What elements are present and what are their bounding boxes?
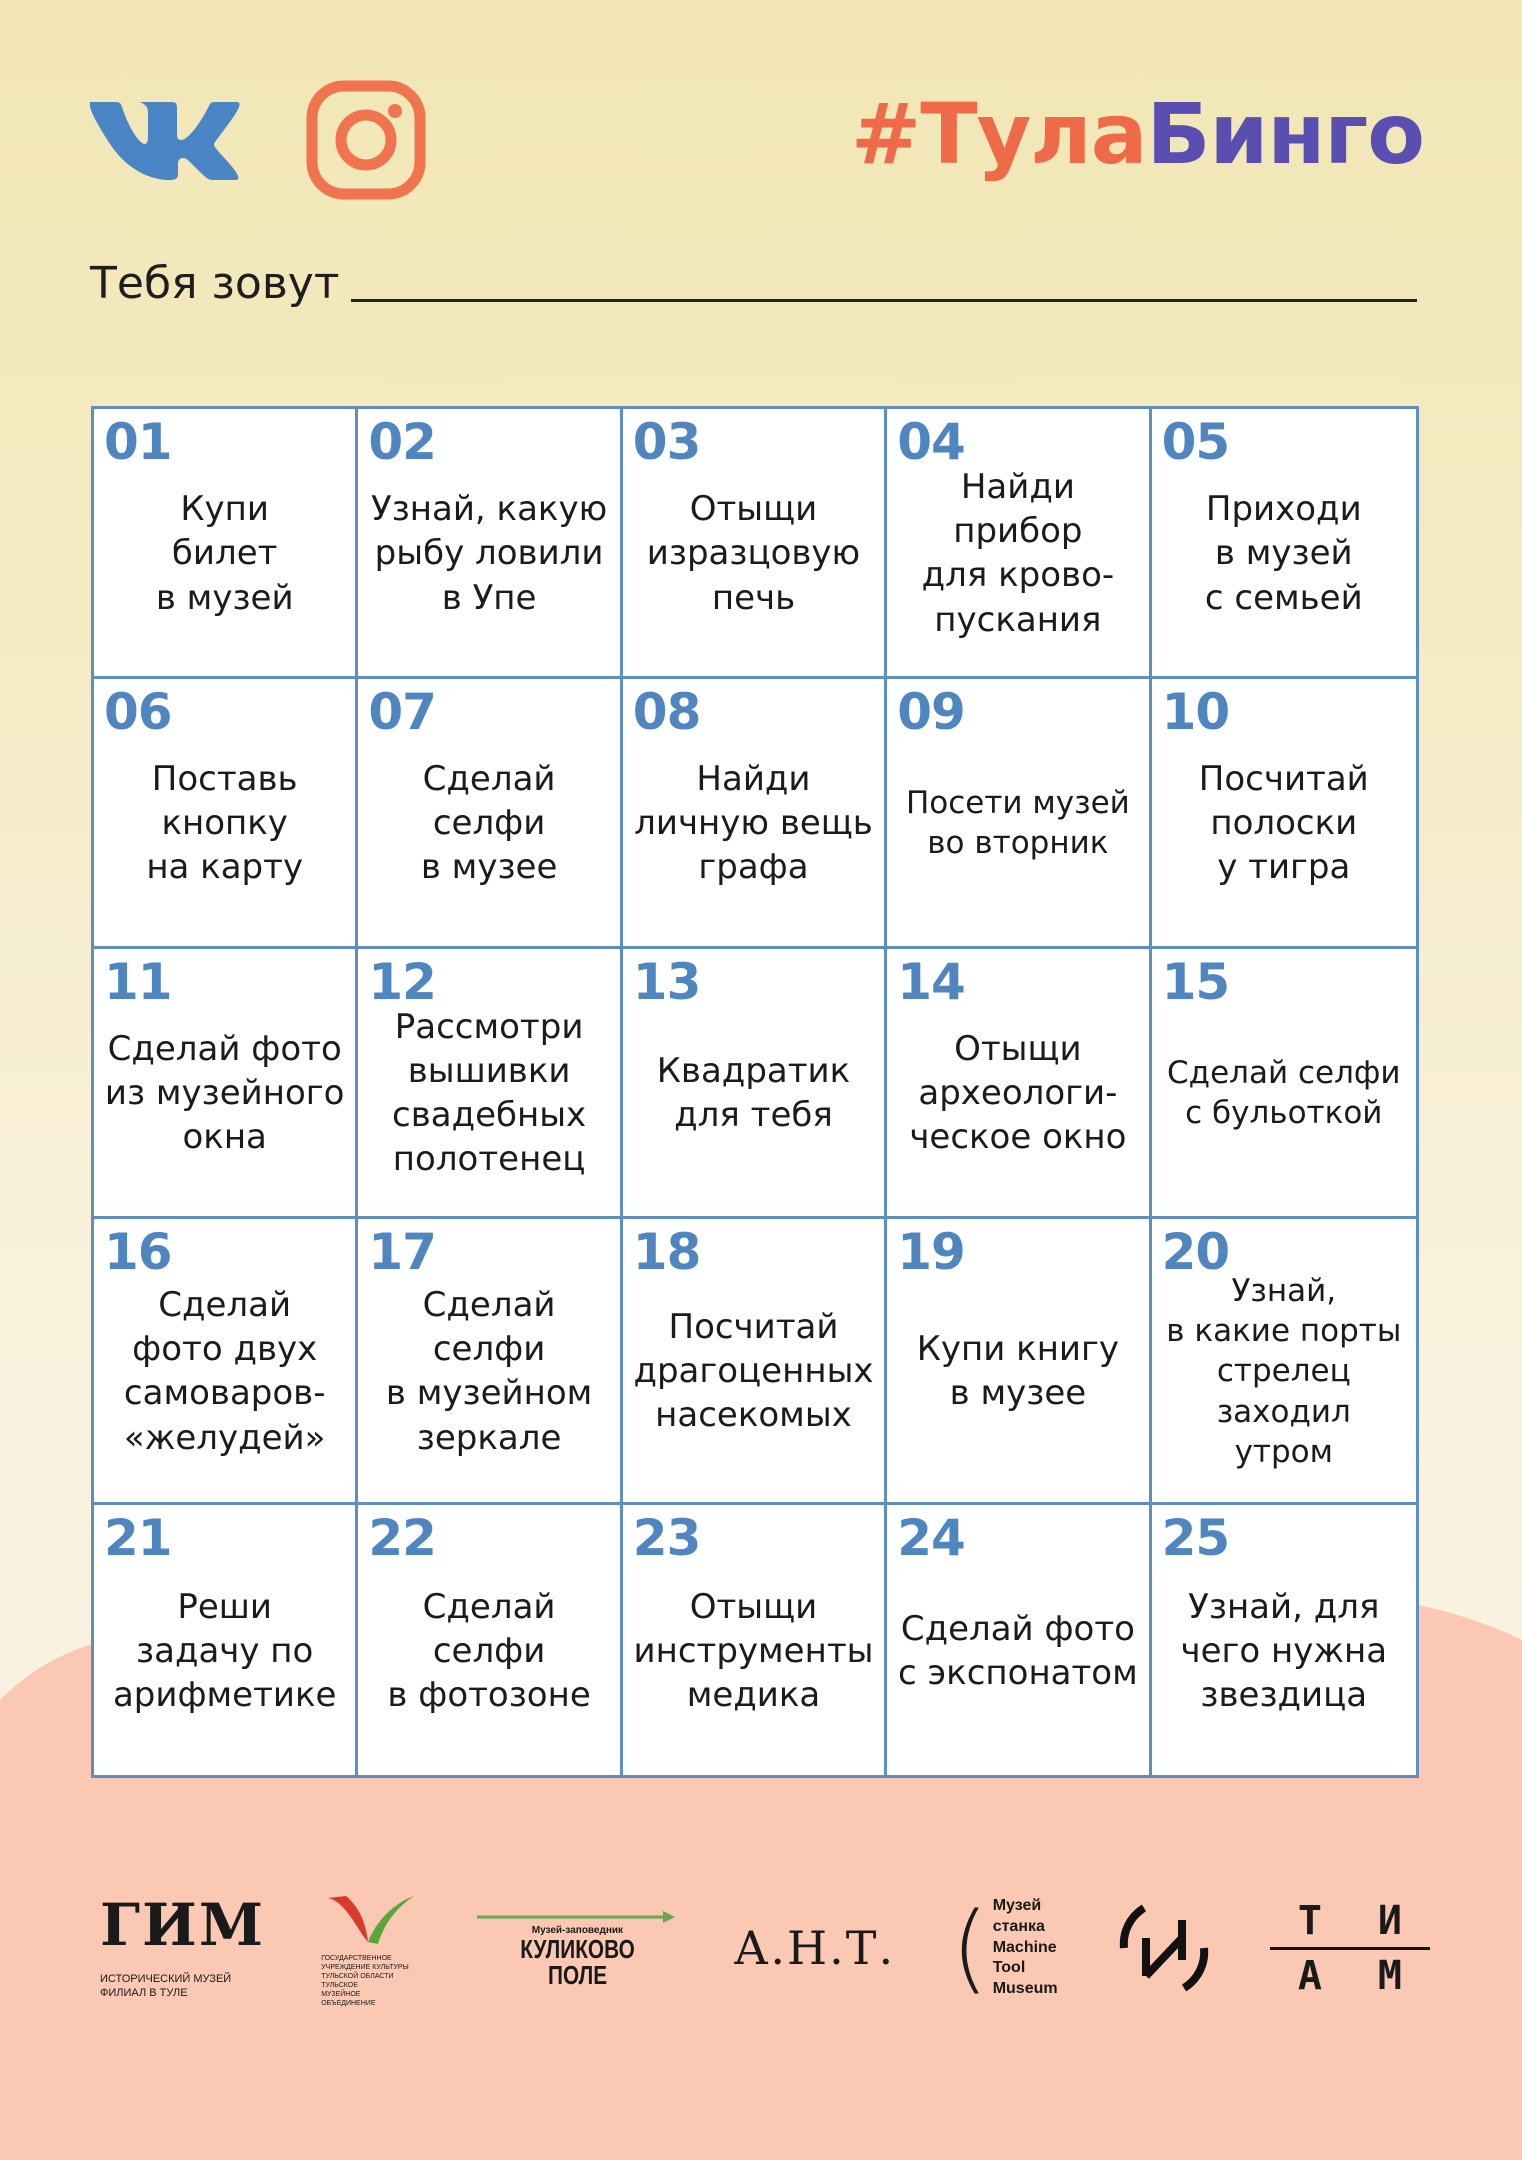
tiam-letter: А — [1297, 1952, 1322, 1999]
bingo-cell-task: Сделай селфи в музее — [420, 759, 558, 888]
tula-museum-mark-icon — [326, 1888, 416, 1948]
bingo-cell-number: 08 — [632, 682, 701, 741]
bingo-cell-task: Квадратик для тебя — [656, 1051, 851, 1136]
bingo-cell[interactable] — [887, 679, 1151, 949]
tiam-letter: И — [1377, 1897, 1402, 1944]
bingo-cell-number: 21 — [104, 1509, 172, 1568]
bingo-cell-number: 15 — [1161, 952, 1230, 1011]
vk-icon[interactable] — [88, 98, 240, 182]
bingo-cell-task: Рассмотри вышивки свадебных полотенец — [392, 1006, 587, 1180]
bingo-cell-number: 01 — [104, 413, 172, 471]
bingo-cell-number: 20 — [1161, 1222, 1230, 1281]
bingo-cell[interactable] — [887, 1505, 1151, 1775]
gim-logo — [100, 1890, 266, 2001]
bingo-cell-task: Реши задачу по арифметике — [112, 1586, 337, 1716]
bingo-cell-task: Сделай фото с экспонатом — [898, 1608, 1138, 1694]
bingo-cell-task: Сделай селфи с бульоткой — [1167, 1054, 1401, 1132]
tiam-letter: Т — [1297, 1897, 1322, 1944]
kulikovo-logo — [477, 1909, 677, 1988]
bingo-cell-number: 17 — [368, 1222, 436, 1281]
bingo-cell[interactable] — [623, 679, 887, 949]
machine-tool-museum-logo — [951, 1891, 1058, 2004]
bingo-cell[interactable] — [623, 1219, 887, 1505]
i-logo — [1114, 1898, 1214, 1998]
bingo-cell[interactable] — [94, 1505, 358, 1775]
tiam-logo — [1270, 1897, 1430, 1999]
bingo-cell[interactable] — [1152, 1219, 1416, 1505]
bingo-cell-task: Поставь кнопку на карту — [146, 759, 304, 888]
bingo-cell-task: Отыщи изразцовую печь — [646, 489, 861, 618]
bingo-cell-number: 10 — [1161, 682, 1230, 741]
bingo-cell-number: 04 — [897, 413, 965, 471]
bingo-cell-task: Сделай селфи в фотозоне — [387, 1586, 591, 1716]
brand-hashtag — [850, 85, 1424, 183]
kulikovo-top: Музей-заповедник — [531, 1924, 624, 1936]
partner-logos — [100, 1878, 1430, 2018]
tiam-letter: М — [1377, 1952, 1402, 1999]
bingo-cell[interactable] — [94, 1219, 358, 1505]
tula-museum-association-logo — [321, 1888, 421, 2009]
bracket-icon: ( — [951, 1891, 989, 2004]
bingo-cell-task: Найди личную вещь графа — [634, 759, 873, 888]
bingo-cell[interactable] — [358, 679, 622, 949]
bingo-cell[interactable] — [887, 949, 1151, 1219]
bingo-cell-task: Сделай фото двух самоваров- «желудей» — [123, 1284, 326, 1458]
bingo-cell-number: 09 — [897, 682, 965, 741]
ant-logo: А.Н.Т. — [733, 1921, 896, 1975]
arrow-icon — [477, 1909, 677, 1925]
bingo-cell-number: 03 — [632, 413, 701, 471]
bingo-cell-number: 14 — [897, 952, 965, 1011]
bingo-cell[interactable] — [887, 1219, 1151, 1505]
bingo-cell[interactable] — [94, 679, 358, 949]
social-icons — [88, 80, 426, 200]
bingo-cell-task: Отыщи инструменты медика — [633, 1586, 874, 1716]
brand-part-2: Бинго — [1146, 85, 1424, 183]
bingo-cell-task: Посети музей во вторник — [905, 785, 1130, 862]
bingo-cell-task: Узнай, в какие порты стрелец заходил утром — [1166, 1272, 1402, 1470]
bingo-cell[interactable] — [623, 409, 887, 679]
bingo-cell-task: Найди прибор для крово- пускания — [921, 467, 1115, 640]
bingo-cell[interactable] — [1152, 949, 1416, 1219]
bingo-cell-number: 12 — [368, 952, 436, 1011]
bingo-cell[interactable] — [94, 949, 358, 1219]
bingo-cell[interactable] — [358, 949, 622, 1219]
bingo-cell-number: 25 — [1161, 1509, 1230, 1568]
bingo-cell-task: Купи билет в музей — [155, 489, 294, 618]
name-input-line[interactable] — [351, 299, 1417, 302]
gim-logo-word: ГИМ — [100, 1890, 266, 1959]
bingo-cell-task: Узнай, для чего нужна звездица — [1180, 1586, 1388, 1716]
bingo-cell-number: 23 — [632, 1509, 701, 1568]
bingo-cell-number: 07 — [368, 682, 436, 741]
bingo-cell-task: Посчитай драгоценных насекомых — [633, 1307, 874, 1436]
bingo-cell-task: Посчитай полоски у тигра — [1198, 759, 1369, 888]
bingo-cell[interactable] — [623, 949, 887, 1219]
bingo-cell[interactable] — [358, 1505, 622, 1775]
bingo-cell[interactable] — [1152, 679, 1416, 949]
name-label: Тебя зовут — [90, 258, 340, 309]
bingo-cell[interactable] — [358, 409, 622, 679]
bingo-cell[interactable] — [358, 1219, 622, 1505]
bingo-grid — [91, 406, 1419, 1778]
bingo-cell-task: Узнай, какую рыбу ловили в Упе — [370, 489, 608, 618]
kulikovo-name: КУЛИКОВО ПОЛЕ — [520, 1933, 635, 1990]
brand-part-1: #Тула — [850, 85, 1147, 183]
bingo-cell[interactable] — [1152, 409, 1416, 679]
machine-tool-text: Музей станка Machine Tool Museum — [992, 1897, 1058, 1998]
bingo-cell-number: 11 — [104, 952, 172, 1011]
bingo-cell[interactable] — [1152, 1505, 1416, 1775]
bingo-cell-number: 06 — [104, 682, 172, 741]
bingo-cell-number: 19 — [897, 1222, 965, 1281]
bingo-cell-number: 24 — [897, 1509, 965, 1568]
bingo-cell-number: 02 — [368, 413, 436, 471]
bingo-cell-task: Приходи в музей с семьей — [1204, 489, 1363, 618]
tula-museum-text: ГОСУДАРСТВЕННОЕ УЧРЕЖДЕНИЕ КУЛЬТУРЫ ТУЛЬСКОЙ ОБЛАСТИ ТУЛЬСКОЕ МУЗЕЙНОЕ ОБЪЕДИНЕНИЕ — [321, 1954, 409, 2008]
name-row — [90, 258, 1417, 309]
bingo-cell-number: 22 — [368, 1509, 436, 1568]
tiam-bar — [1270, 1947, 1430, 1950]
bingo-cell-number: 16 — [104, 1222, 172, 1281]
gim-logo-subtitle: ИСТОРИЧЕСКИЙ МУЗЕЙ ФИЛИАЛ В ТУЛЕ — [100, 1972, 232, 1999]
bingo-cell-task: Сделай фото из музейного окна — [104, 1028, 345, 1158]
bingo-cell-task: Сделай селфи в музейном зеркале — [385, 1284, 593, 1458]
bingo-cell-number: 05 — [1161, 413, 1230, 471]
bingo-cell[interactable] — [623, 1505, 887, 1775]
instagram-icon[interactable] — [306, 80, 426, 200]
bingo-cell-task: Отыщи археологи- ческое окно — [909, 1028, 1127, 1158]
bingo-cell-number: 18 — [632, 1222, 701, 1281]
bingo-cell-task: Купи книгу в музее — [916, 1329, 1120, 1414]
bingo-cell[interactable] — [887, 409, 1151, 679]
i-logo-mark-icon — [1114, 1898, 1214, 1998]
bingo-cell[interactable] — [94, 409, 358, 679]
bingo-cell-number: 13 — [632, 952, 701, 1011]
